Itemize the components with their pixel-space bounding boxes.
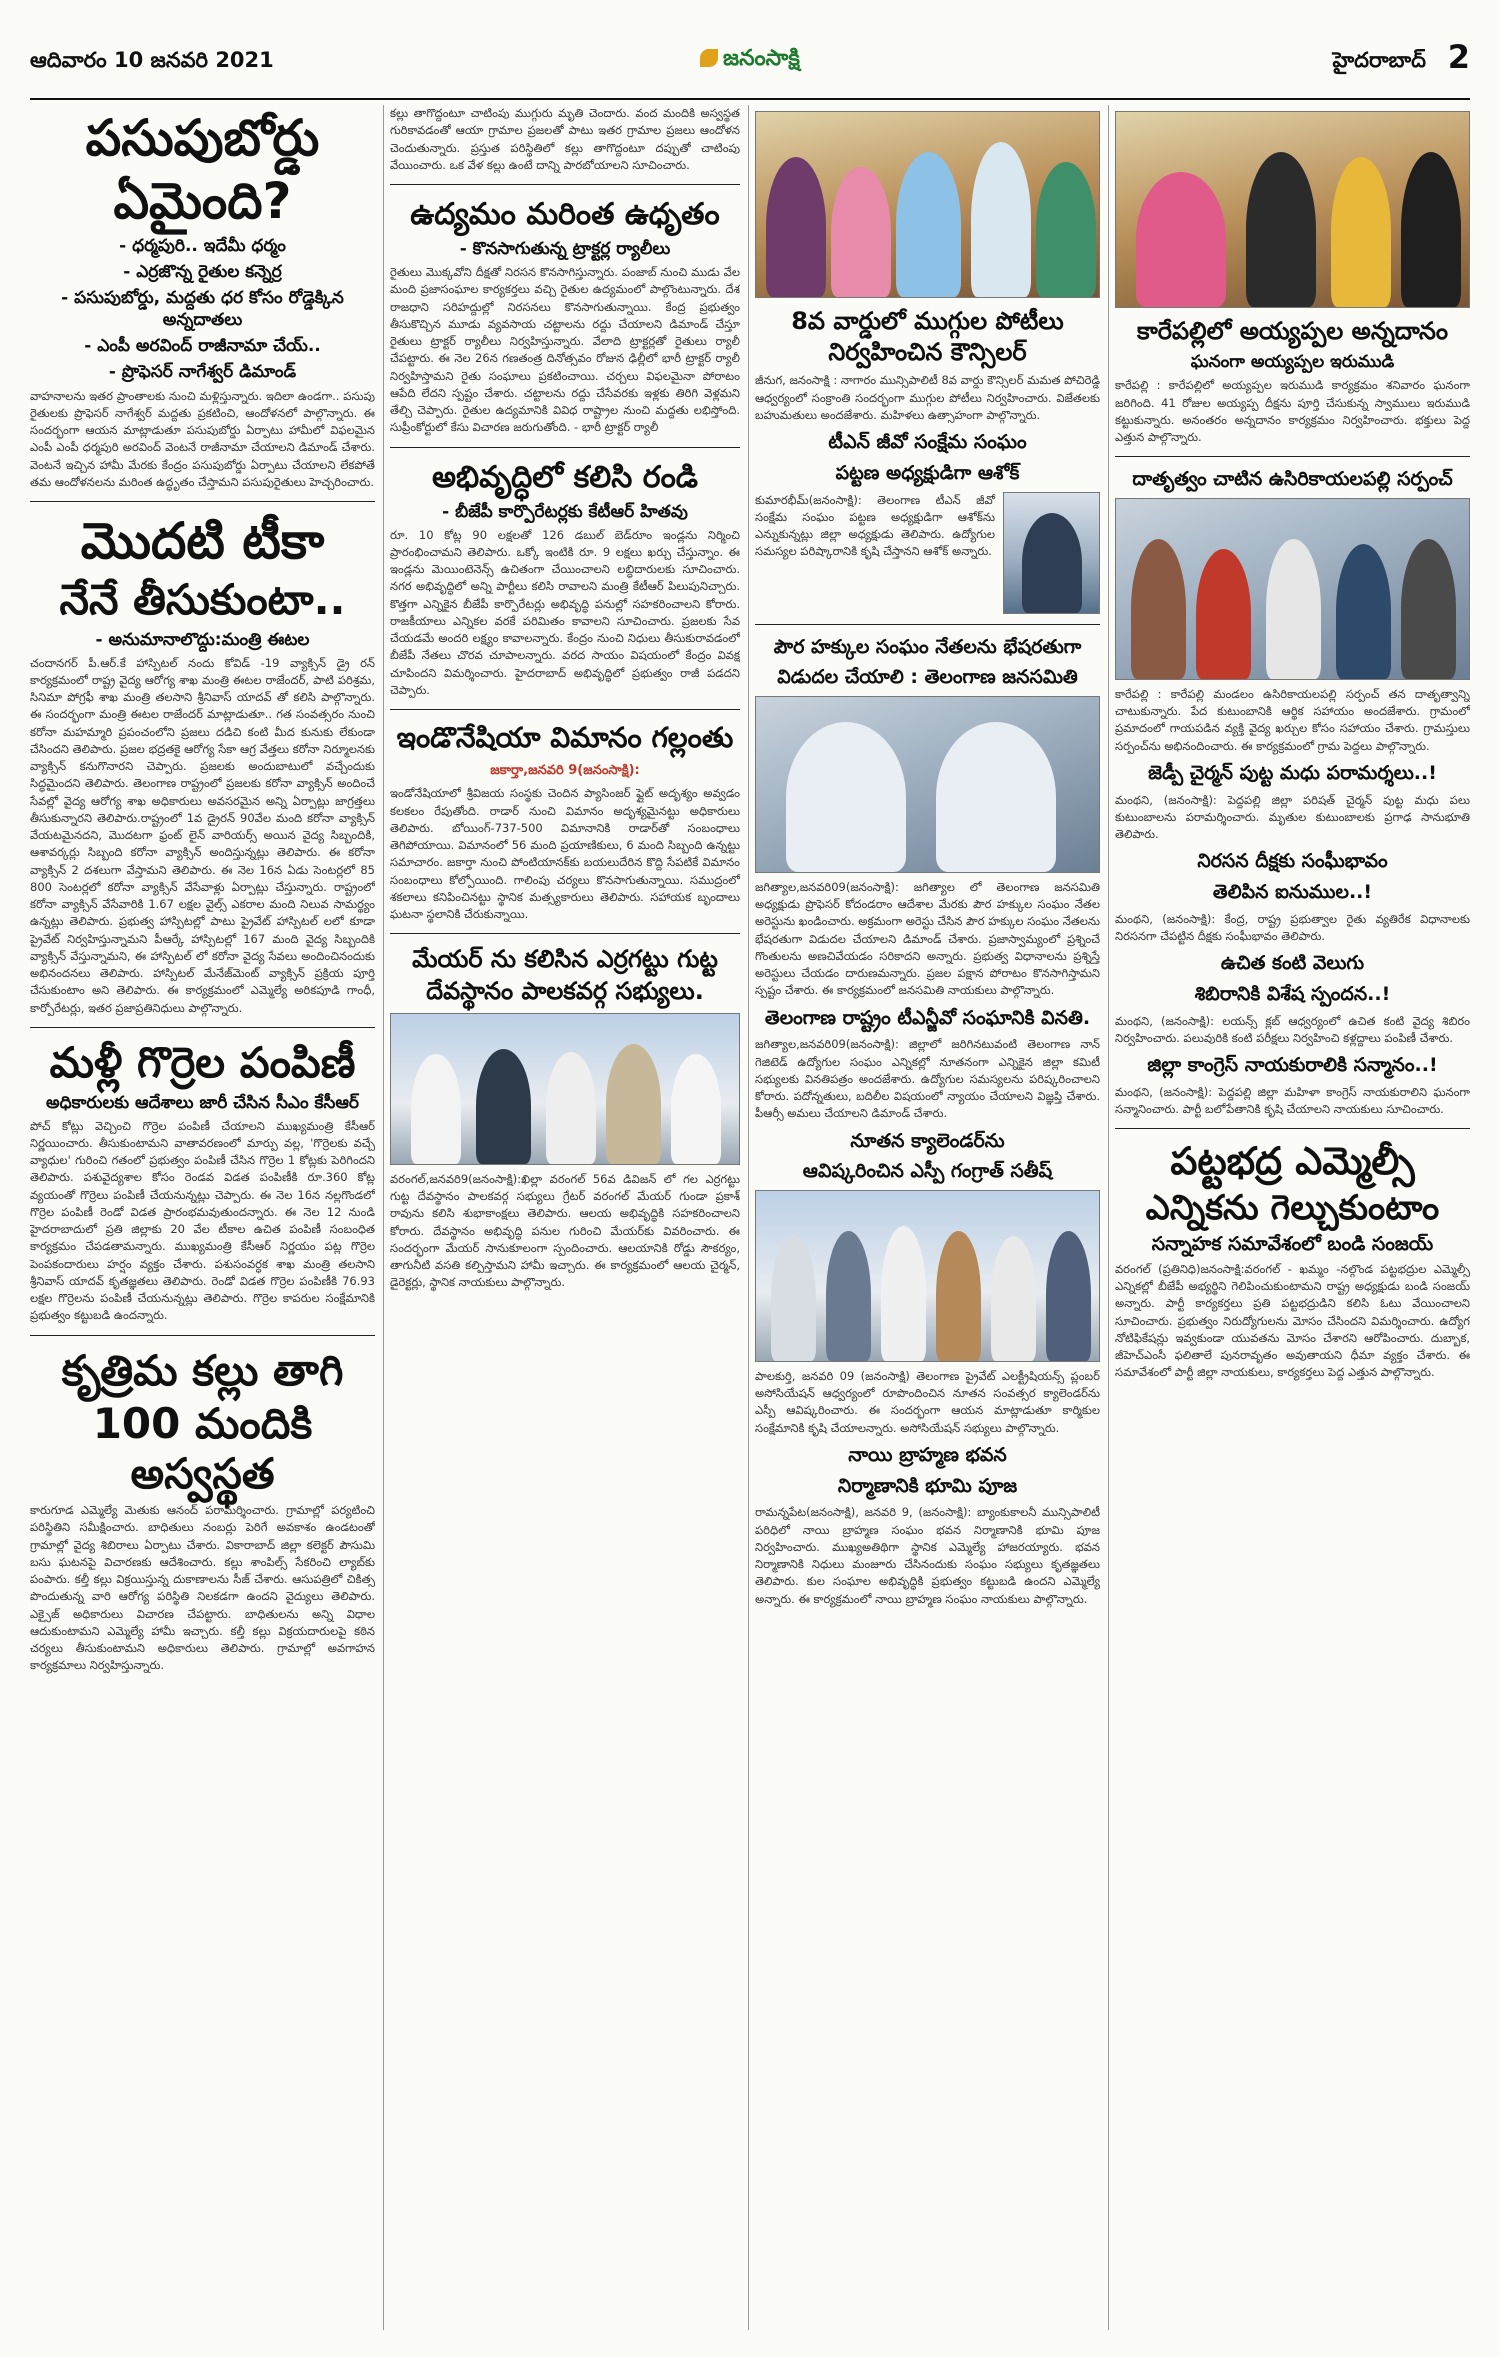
person-figure xyxy=(1266,539,1321,679)
headline-first-vaccine-2: నేనే తీసుకుంటా.. xyxy=(59,575,346,625)
news-photo xyxy=(1115,111,1470,308)
article-with-photo xyxy=(755,492,1100,614)
subhead: అధికారులకు ఆదేశాలు జారీ చేసిన సీఎం కేసీఆర్ xyxy=(46,1092,359,1113)
headline-indonesia-flight: ఇండొనేషియా విమానం గల్లంతు xyxy=(396,721,734,755)
headline-ayyappa: కారేపల్లిలో అయ్యప్పల అన్నదానం xyxy=(1136,317,1449,345)
person-figure xyxy=(936,722,1056,872)
subhead: ఘనంగా అయ్యప్పల ఇరుముడి xyxy=(1190,352,1395,373)
issue-date: ఆదివారం 10 జనవరి 2021 xyxy=(30,48,274,72)
subhead: - కొనసాగుతున్న ట్రాక్టర్ల ర్యాలీలు xyxy=(459,239,671,259)
portrait-photo xyxy=(1003,492,1100,614)
person-figure xyxy=(1022,513,1082,613)
headline-farmers-protest: ఉద్యమం మరింత ఉధృతం xyxy=(410,197,720,232)
person-figure xyxy=(1246,152,1316,307)
subhead: సన్నాహక సమావేశంలో బండి సంజయ్ xyxy=(1151,1233,1434,1256)
divider xyxy=(30,1027,375,1028)
person-figure xyxy=(936,1231,981,1361)
article-body: జీనుగ, జనంసాక్షి : నాగారం మున్సిపాలిటీ 8వ వార్డు కౌన్సిలర్ మమత పోచిరెడ్డి ఆధ్వర్యంలో సంక్రాంతి సందర్భంగా ముగ్గుల పోటీలు నిర్వహించారు. విజేతలకు బహుమతులు అందజేశారు. మహిళలు ఉత్సాహంగా పాల్గొన్నారు. xyxy=(755,373,1100,422)
person-figure xyxy=(476,1049,531,1164)
divider xyxy=(30,1335,375,1336)
person-figure xyxy=(896,152,961,297)
headline-congress-felicitation: జిల్లా కాంగ్రెస్ నాయకురాలికి సన్మానం..! xyxy=(1147,1054,1438,1077)
article-body: మంథని, (జనంసాక్షి): పెద్దపల్లి జిల్లా మహిళా కాంగ్రెస్ నాయకురాలిని ఘనంగా సన్మానించారు. పార్టీ బలోపేతానికి కృషి చేయాలని నాయకులు సూచించారు. xyxy=(1115,1084,1470,1117)
headline-sarpanch: దాతృత్వం చాటిన ఉసిరికాయలపల్లి సర్పంచ్ xyxy=(1132,468,1453,491)
person-figure xyxy=(881,1226,926,1361)
divider xyxy=(390,709,740,710)
article-body: చందానగర్ పీ.ఆర్.కే హాస్పిటల్ నందు కోవిడ్ -19 వ్యాక్సిన్ డ్రై రన్ కార్యక్రమంలో రాష్ట్ర వైద్య ఆరోగ్య శాఖ మంత్రి ఈటల రాజేందర్, పాటి పరిశ్రమ, సినిమా పోగ్రఫీ శాఖ మంత్రి తలసాని శ్రీనివాస్ యాదవ్ తో కలిసి పాల్గొన్నారు. ఈ సందర్భంగా మంత్రి ఈటల రాజేందర్ మాట్లాడుతూ.. గత సంవత్సరం నుంచి కరోనా మహమ్మారి ప్రపంచంలోని ప్రజలు దడిచి కంటి మీద కునుకు లేకుండా చేసిందని తెలిపారు. ప్రజల భద్రతకై ఆరోగ్య సేకా ఆగ్ర వేత్తలు కరోనా నిర్మూలనకు వ్యాక్సిన్ కనుగొనారని చెప్పారు. ప్రజలకు అందుబాటులో వచ్చేందుకు సిద్ధమైందని తెలిపారు. తెలంగాణ రాష్ట్రంలో ప్రజలకు కరోనా వ్యాక్సిన్ అందించే సేవల్లో వైద్య ఆరోగ్య శాఖ అధికారులు అవసరమైన అన్ని ఏర్పాట్లు జాగ్రత్తలు తీసుకున్నారని తెలిపారు.రాష్ట్రంలో 1వ డ్రైరన్ 90వేల మంది కరోనా వ్యాక్సిన్ వేయటమైనదని, మొదటగా ఫ్రంట్ లైన్ వారియర్స్ అయిన వైద్య సిబ్బందికి, ఆశావర్కర్లు సిబ్బంది కరోనా వ్యాక్సిన్ అందిస్తున్నట్లు తెలిపారు. ఈ కరోనా వ్యాక్సిన్ 2 దశలుగా వేస్తామని తెలిపారు. ఈ నెల 16న ఏడు సెంటర్లలో 85 800 సెంటర్లలో కరోనా వ్యాక్సిన్ వేసేవాళ్లు ఏర్పాట్లు చేస్తున్నారు. రాష్ట్రంలో కరోనా వ్యాక్సిన్ వేసేవారికి 1.67 లక్షల వైల్స్ ఎకరాల మంది నిలువ సామర్థ్యం ఉన్నట్లు తెలిపారు. ప్రభుత్వ హాస్పిటల్లో పాటు ప్రైవేట్ హాస్పిటల్ లలో కూడా ప్రైవేట్ నిర్వహిస్తున్నామని పీఆర్కే హాస్పిటల్లో 167 మంది వైద్య సిబ్బందికి వ్యాక్సిన్ వేస్తున్నామని, ఈ హాస్పిటల్ లో కరోనా వైద్య సేవలు అందించినందుకు అభినందనలు తెలిపారు. హాస్పిటల్ మేనేజ్‌మెంట్ వ్యాక్సిన్ ప్రక్రియ పూర్తి చేసుకుంటాం అని తెలిపారు. ఈ కార్యక్రమంలో ఎమ్మెల్యే అరికపూడి గాంధీ, కార్పోరేటర్లు, ఇతర ప్రజాప్రతినిధులు పాల్గొన్నారు. xyxy=(30,655,375,1015)
article-body: జగిత్యాల,జనవరి09(జనంసాక్షి): జిల్లాలో జరిగినటువంటి తెలంగాణ నాన్ గెజిటెడ్ ఉద్యోగుల సంఘం ఎన్నికల్లో నూతనంగా ఎన్నికైన జిల్లా కమిటీ సభ్యులకు వినతిపత్రం అందజేశారు. ఉద్యోగుల సమస్యలను పరిష్కరించాలని కోరారు. పదోన్నతులు, బదిలీల విషయంలో న్యాయం చేయాలని విజ్ఞప్తి చేశారు. పీఆర్సీ అమలు చేయాలని డిమాండ్ చేశారు. xyxy=(755,1037,1100,1121)
person-figure xyxy=(1336,544,1391,679)
subhead: - ప్రొఫెసర్ నాగేశ్వర్ డిమాండ్ xyxy=(108,362,297,383)
headline-nayi-brahmin: నాయి బ్రాహ్మణ భవన xyxy=(848,1443,1007,1466)
divider xyxy=(390,933,740,934)
headline-eye-camp-2: శిబిరానికి విశేష స్పందన..! xyxy=(1194,982,1391,1005)
article-body: మంథని, (జనంసాక్షి): కేంద్ర, రాష్ట్ర ప్రభుత్వాల రైతు వ్యతిరేక విధానాలకు నిరసనగా చేపట్టిన దీక్షకు సంఘీభావం తెలిపారు. xyxy=(1115,911,1470,944)
article-body: వరంగల్ (ప్రతినిధి)జనంసాక్షి:వరంగల్ - ఖమ్మం -నల్గొండ పట్టభద్రుల ఎమ్మెల్సీ ఎన్నికల్లో బీజేపీ అభ్యర్థిని గెలిపించుకుంటామని రాష్ట్ర అధ్యక్షుడు బండి సంజయ్ అన్నారు. పార్టీ కార్యకర్తలు ప్రతి పట్టభద్రుడిని కలిసి ఓటు వేయించాలని సూచించారు. ప్రభుత్వం నిరుద్యోగులను మోసం చేసిందని విమర్శించారు. ఉద్యోగ నోటిఫికేషన్లు ఇవ్వకుండా యువతను మోసం చేశారని ఆరోపించారు. దుబ్బాక, జీహెచ్ఎంసీ ఫలితాలే పునరావృతం అవుతాయని ధీమా వ్యక్తం చేశారు. ఈ సమావేశంలో పార్టీ జిల్లా నాయకులు, కార్యకర్తలు పెద్ద ఎత్తున పాల్గొన్నారు. xyxy=(1115,1261,1470,1380)
divider xyxy=(390,447,740,448)
headline-tngo-2: పట్టణ అధ్యక్షుడిగా ఆశోక్ xyxy=(835,461,1020,484)
article-body: జగిత్యాల,జనవరి09(జనంసాక్షి): జగిత్యాల లో తెలంగాణ జనసమితి అధ్యక్షుడు ప్రొఫెసర్ కోదండరాం ఆదేశాల మేరకు పౌర హక్కుల సంఘం నేతల అరెస్టును ఖండించారు. అక్రమంగా అరెస్టు చేసిన పౌర హక్కుల సంఘం నేతలను భేషరతుగా విడుదల చేయాలని డిమాండ్ చేశారు. ప్రజాస్వామ్యంలో ప్రశ్నించే గొంతులను అణచివేయడం సరికాదని అన్నారు. ప్రభుత్వ విధానాలను ప్రశ్నిస్తే అరెస్టులు చేయడం దారుణమన్నారు. ప్రజల పక్షాన పోరాటం కొనసాగిస్తామని స్పష్టం చేశారు. ఈ కార్యక్రమంలో జనసమితి నాయకులు పాల్గొన్నారు. xyxy=(755,879,1100,998)
headline-first-vaccine: మొదటి టీకా xyxy=(80,512,325,571)
headline-mayor-meeting: మేయర్ ను కలిసిన ఎర్రగట్టు గుట్ట దేవస్థానం పాలకవర్గ సభ్యులు. xyxy=(412,945,718,1005)
headline-development: అభివృద్ధిలో కలిసి రండి xyxy=(432,459,698,495)
person-figure xyxy=(1196,549,1251,679)
person-figure xyxy=(1036,162,1096,297)
person-figure xyxy=(831,167,891,297)
headline-calendar: నూతన క్యాలెండర్‌ను xyxy=(850,1129,1005,1152)
headline-civil-rights: పౌర హక్కుల సంఘం నేతలను భేషరతుగా xyxy=(773,635,1082,658)
column-3 xyxy=(755,105,1100,2330)
person-figure xyxy=(411,1054,461,1164)
person-figure xyxy=(1401,539,1456,679)
leaf-icon xyxy=(700,49,718,67)
person-figure xyxy=(786,722,906,872)
headline-toddy-2: 100 మందికి అస్వస్థత xyxy=(92,1399,313,1498)
headline-calendar-2: ఆవిష్కరించిన ఎస్పీ గంగ్రాత్ సతీష్ xyxy=(802,1160,1053,1183)
article-body: కుమారభీమ్(జనంసాక్షి): తెలంగాణ టీఎన్ జీవో సంక్షేమ సంఘం పట్టణ అధ్యక్షుడిగా ఆశోక్‌ను ఎన్నుకున్నట్లు జిల్లా అధ్యక్షుడు తెలిపారు. ఉద్యోగుల సమస్యల పరిష్కారానికి కృషి చేస్తానని ఆశోక్ అన్నారు. xyxy=(755,492,995,559)
article-body: కారేపల్లి : కారేపల్లి మండలం ఉసిరికాయలపల్లి సర్పంచ్ తన దాతృత్వాన్ని చాటుకున్నారు. పేద కుటుంబానికి ఆర్థిక సహాయం అందజేశారు. గ్రామంలో ప్రమాదంలో గాయపడిన వ్యక్తి వైద్య ఖర్చుల కోసం సహాయం చేశారు. గ్రామస్తులు సర్పంచ్‌ను అభినందించారు. ఈ కార్యక్రమంలో గ్రామ పెద్దలు పాల్గొన్నారు. xyxy=(1115,686,1470,753)
column-2 xyxy=(390,105,740,2330)
person-figure xyxy=(971,142,1031,297)
headline-eye-camp: ఉచిత కంటి వెలుగు xyxy=(1220,952,1365,975)
article-body: రూ. 10 కోట్ల 90 లక్షలతో 126 డబుల్ బెడ్‌రూం ఇండ్లను నిర్మించి ప్రారంభించామని తెలిపారు. ఒక్కో ఇంటికి రూ. 9 లక్షలు ఖర్చు చేస్తున్నాం. ఈ ఇండ్లను మెయింటెనెన్స్ ఉచితంగా చేయించాలని లబ్ధిదారులకు సూచించారు. నగర అభివృద్ధిలో అన్ని పార్టీలు కలిసి రావాలని మంత్రి కేటీఆర్ పిలుపునిచ్చారు. కొత్తగా ఎన్నికైన బీజేపీ కార్పొరేటర్లు అభివృద్ధి పనుల్లో సహకరించాలని కోరారు. రాజకీయాలు ఎన్నికల వరకే పరిమితం కావాలని సూచించారు. ప్రజలకు సేవ చేయడమే అందరి లక్ష్యం కావాలన్నారు. కేంద్రం నుంచి నిధులు తీసుకురావడంలో బీజేపీ నేతలు చొరవ చూపాలన్నారు. వరద సాయం విషయంలో కేంద్రం వివక్ష చూపిందని విమర్శించారు. హైదరాబాద్ అభివృద్ధిలో ప్రభుత్వం రాజీ పడదని చెప్పారు. xyxy=(390,527,740,697)
article-body: మంథని, (జనంసాక్షి): లయన్స్ క్లబ్ ఆధ్వర్యంలో ఉచిత కంటి వైద్య శిబిరం నిర్వహించారు. పలువురికి కంటి పరీక్షలు నిర్వహించి కళ్లద్దాలు పంపిణీ చేశారు. xyxy=(1115,1013,1470,1045)
person-figure xyxy=(1401,152,1461,307)
news-photo xyxy=(755,1190,1100,1362)
article-body: ఇండోనేషియాలో శ్రీవిజయ సంస్థకు చెందిన ప్యాసింజర్ ఫ్లైట్ అదృశ్యం అవ్వడం కలకలం రేపుతోంది. రాడార్ నుంచి విమానం అదృశ్యమైనట్టు అధికారులు తెలిపారు. బోయింగ్-737-500 విమానానికి రాడార్‌తో సంబంధాలు తెగిపోయాయి. విమానంలో 56 మంది ప్రయాణికులు, 6 మంది సిబ్బంది ఉన్నట్టు సమాచారం. జకార్తా నుంచి పోంటియానక్‌కు బయలుదేరిన కొద్ది సేపటికే విమానం సంబంధాలు కోల్పోయింది. గాలింపు చర్యలు కొనసాగుతున్నాయి. సముద్రంలో శకలాలు కనిపించినట్టు స్థానిక మత్స్యకారులు తెలిపారు. సహాయక బృందాలు ఘటనా స్థలానికి చేరుకున్నాయి. xyxy=(390,786,740,922)
column-divider xyxy=(383,105,384,2330)
subhead: - ధర్మపురి.. ఇదేమీ ధర్మం xyxy=(119,236,286,256)
headline-mlc-election: పట్టభద్ర ఎమ్మెల్సీ xyxy=(1170,1139,1415,1184)
divider xyxy=(390,184,740,185)
article-body: పోచ్ కోట్లు వెచ్చించి గొర్రెల పంపిణీ చేయాలని ముఖ్యమంత్రి కేసీఆర్ నిర్ణయించారు. తీసుకుంటామని వాతావరణంలో మార్పు వల్ల, 'గొర్రెలకు వచ్చే వ్యాధుల' గురించి గతంలో ప్రభుత్వం పంపిణీ చేసిన గొర్రెల 1 కోట్లకు పెరిగిందని తెలిపారు. పశువైద్యశాల కోసం రెండవ విడత పంపిణీకి రూ.360 కోట్ల వ్యయంతో గొర్రెలు పంపిణీ చేయనున్నట్లు చెప్పారు. ఈ నెల 16న నల్లగొండలో గొర్రెల పంపిణీ రెండో విడత ప్రారంభమవుతుందన్నారు. ఈ నెల 12 నుండి హైదరాబాదులో ప్రతి జిల్లాకు 20 వేల టీకాల ఉచిత పంపిణీ సంబంధిత కార్యక్రమం చేపడతామన్నారు. ముఖ్యమంత్రి కేసీఆర్ నిర్ణయం పట్ల గొర్రెల పెంపకందారులు హర్షం వ్యక్తం చేశారు. పశుసంవర్ధక శాఖ మంత్రి తలసాని శ్రీనివాస్ యాదవ్ కృతజ్ఞతలు తెలిపారు. రెండో విడత గొర్రెల పంపిణీకి 76.93 లక్షల గొర్రెలను పంపిణీ చేయనున్నట్లు తెలిపారు. గొర్రెల కాపరుల సంక్షేమానికి ప్రభుత్వం కట్టుబడి ఉందన్నారు. xyxy=(30,1118,375,1323)
person-figure xyxy=(546,1052,596,1164)
person-figure xyxy=(826,1231,871,1361)
subhead: - అనుమానాలొద్దు:మంత్రి ఈటల xyxy=(95,629,310,650)
headline-toddy: కృత్రిమ కల్లు తాగి xyxy=(61,1345,344,1395)
newspaper-logo xyxy=(700,46,800,76)
column-1 xyxy=(30,105,375,2330)
column-divider xyxy=(1108,105,1109,2330)
subhead: - బీజేపీ కార్పొరేటర్లకు కేటీఆర్ హితవు xyxy=(442,501,688,522)
person-figure xyxy=(771,1236,816,1361)
subhead: - పసుపుబోర్డు, మద్దతు ధర కోసం రోడ్డెక్కిన అన్నదాతలు xyxy=(61,288,344,331)
article-body: వాహనాలను ఇతర ప్రాంతాలకు నుంచి మళ్లిస్తున్నారు. ఇదిలా ఉండగా.. పసుపు రైతులకు ప్రొఫెసర్ నాగేశ్వర్ మద్దతు ప్రకటించి, ఆందోళనలో పాల్గొన్నారు. ఈ సందర్భంగా ఆయన మాట్లాడుతూ పసుపుబోర్డు ఏర్పాటు హామీలో విఫలమైన ఎంపీ ఎంపీ ధర్మపురి అరవింద్ వెంటనే రాజీనామా చేయాలని డిమాండ్ చేశారు. వెంటనే ఇచ్చిన హామీ మేరకు కేంద్రం పసుపుబోర్డు ఏర్పాటు చేయాలని లేకపోతే తమ ఆందోళనలను మరింత ఉద్ధృతం చేస్తామని పసుపురైతులు హెచ్చరించారు. xyxy=(30,388,375,489)
article-body: పాలకుర్తి, జనవరి 09 (జనంసాక్షి) తెలంగాణ ప్రైవేట్ ఎలక్ట్రీషియన్స్ ప్లంబర్ అసోసియేషన్ ఆధ్వర్యంలో రూపొందించిన నూతన సంవత్సర క్యాలెండర్‌ను ఎస్పీ ఆవిష్కరించారు. ఈ సందర్భంగా ఆయన మాట్లాడుతూ కార్మికుల సంక్షేమానికి కృషి చేయాలన్నారు. అసోసియేషన్ సభ్యులు పాల్గొన్నారు. xyxy=(755,1368,1100,1435)
article-body: రైతులు మొక్కవోని దీక్షతో నిరసన కొనసాగిస్తున్నారు. పంజాబ్ నుంచి ముడు వేల మంది ప్రజాసంఘాల కార్యకర్తలు వచ్చి రైతుల ఉద్యమంలో పాల్గొంటున్నారు. దేశ రాజధాని సరిహద్దుల్లో నిరసనలు కొనసాగుతున్నాయి. కేంద్ర ప్రభుత్వం తీసుకొచ్చిన మూడు వ్యవసాయ చట్టాలను రద్దు చేయాలని డిమాండ్ చేస్తూ రైతులు ట్రాక్టర్ ర్యాలీలు నిర్వహిస్తున్నారు. వేలాది ట్రాక్టర్లతో రైతులు ర్యాలీ చేపట్టారు. ఈ నెల 26న గణతంత్ర దినోత్సవం రోజున ఢిల్లీలో భారీ ట్రాక్టర్ ర్యాలీ నిర్వహిస్తామని రైతు సంఘాలు ప్రకటించాయి. చర్చలు విఫలమైనా పోరాటం ఆపేది లేదని స్పష్టం చేశారు. చట్టాలను రద్దు చేసేవరకు ఇళ్లకు తిరిగి వెళ్లమని తేల్చి చెప్పారు. రైతుల ఉద్యమానికి వివిధ రాష్ట్రాల నుంచి మద్దతు లభిస్తోంది. సుప్రీంకోర్టులో కేసు విచారణ జరుగుతోంది. - భారీ ట్రాక్టర్ ర్యాలీ xyxy=(390,265,740,435)
article-body: వరంగల్,జనవరి9(జనంసాక్షి):ఖిల్లా వరంగల్ 56వ డివిజన్ లో గల ఎర్రగట్టు గుట్ట దేవస్థానం పాలకవర్గ సభ్యులు గ్రేటర్ వరంగల్ మేయర్ గుండా ప్రకాశ్ రావును కలిసి శుభాకాంక్షలు తెలిపారు. ఆలయ అభివృద్ధికి సహకరించాలని కోరారు. దేవస్థానం అభివృద్ధి పనుల గురించి మేయర్‌కు వివరించారు. ఈ సందర్భంగా మేయర్ సానుకూలంగా స్పందించారు. ఆలయానికి రోడ్డు సౌకర్యం, తాగునీటి వసతి కల్పిస్తామని హామీ ఇచ్చారు. ఈ కార్యక్రమంలో ఆలయ చైర్మన్, డైరెక్టర్లు, స్థానిక నాయకులు పాల్గొన్నారు. xyxy=(390,1171,740,1290)
person-figure xyxy=(1131,539,1186,679)
article-body: కారేపల్లి : కారేపల్లిలో అయ్యప్పల ఇరుముడి కార్యక్రమం శనివారం ఘనంగా జరిగింది. 41 రోజుల అయ్యప్ప దీక్షను పూర్తి చేసుకున్న స్వాములు ఇరుముడి కట్టుకున్నారు. అనంతరం అన్నదానం కార్యక్రమం నిర్వహించారు. భక్తులు పెద్ద ఎత్తున పాల్గొన్నారు. xyxy=(1115,378,1470,445)
person-figure xyxy=(1331,157,1391,307)
edition-city: హైదరాబాద్ xyxy=(1332,48,1426,72)
divider xyxy=(1115,456,1470,457)
divider xyxy=(1115,1128,1470,1129)
headline-mlc-election-2: ఎన్నికను గెల్చుకుంటాం xyxy=(1145,1188,1440,1229)
subhead: - ఎంపీ అరవింద్ రాజీనామా చేయ్.. xyxy=(84,336,321,357)
headline-turmeric-board-2: ఏమైంది? xyxy=(113,172,292,230)
headline-tngo-petition: తెలంగాణ రాష్ట్రం టీఎన్జీవో సంఘానికి వినతి. xyxy=(764,1006,1091,1029)
divider xyxy=(30,501,375,502)
news-photo xyxy=(755,696,1100,873)
news-photo xyxy=(755,111,1100,298)
person-figure xyxy=(1046,1231,1091,1361)
headline-rangoli-contest: 8వ వార్డులో ముగ్గుల పోటీలు నిర్వహించిన కౌన్సిలర్ xyxy=(791,307,1064,367)
column-4 xyxy=(1115,105,1470,2330)
person-figure xyxy=(671,1054,721,1164)
person-figure xyxy=(991,1236,1036,1361)
headline-solidarity: నిరసన దీక్షకు సంఘీభావం xyxy=(1197,850,1388,873)
news-photo xyxy=(1115,498,1470,680)
page-number: 2 xyxy=(1447,38,1470,76)
subhead: - ఎర్రజొన్న రైతుల కన్నెర్ర xyxy=(123,262,282,283)
headline-tngo: టీఎన్ జీవో సంక్షేమ సంఘం xyxy=(828,431,1027,454)
headline-sheep-distribution: మళ్లీ గొర్రెల పంపిణీ xyxy=(49,1037,356,1087)
article-body: కారుగూడ ఎమ్మెల్యే మెతుకు ఆనంద్ పరామర్శించారు. గ్రామాల్లో పర్యటించి పరిస్థితిని సమీక్షించారు. బాధితులు నంబర్లు పెరిగే అవకాశం ఉండటంతో గ్రామాల్లో వైద్య శిబిరాలు ఏర్పాటు చేశారు. వికారాబాద్ జిల్లా కలెక్టర్ పౌసుమి బసు ఘటనపై విచారణకు ఆదేశించారు. కల్లు శాంపిల్స్ సేకరించి ల్యాబ్‌కు పంపారు. కల్తీ కల్లు విక్రయిస్తున్న దుకాణాలను సీజ్ చేశారు. ఆసుపత్రిలో చికిత్స పొందుతున్న వారి ఆరోగ్య పరిస్థితి నిలకడగా ఉందని వైద్యులు తెలిపారు. ఎక్సైజ్ అధికారులు విచారణ చేపట్టారు. బాధితులను అన్ని విధాల ఆదుకుంటామని ఎమ్మెల్యే హామీ ఇచ్చారు. కల్తీ కల్లు విక్రయదారులపై కఠిన చర్యలు తీసుకుంటామని అధికారులు తెలిపారు. గ్రామాల్లో అవగాహన కార్యక్రమాలు నిర్వహిస్తున్నారు. xyxy=(30,1503,375,1673)
news-photo xyxy=(390,1013,740,1165)
headline-solidarity-2: తెలిపిన ఐనుముల..! xyxy=(1212,881,1373,904)
headline-zp-chairman: జెడ్పీ చైర్మన్ పుట్ట మధు పరామర్శలు..! xyxy=(1148,761,1437,784)
headline-turmeric-board: పసుపుబోర్డు xyxy=(85,109,320,167)
divider xyxy=(755,624,1100,625)
dateline: జకార్తా,జనవరి 9(జనంసాక్షి): xyxy=(490,762,640,778)
person-figure xyxy=(766,157,826,297)
column-divider xyxy=(748,105,749,2330)
article-body: కల్లు తాగొద్దంటూ చాటింపు ముగ్గురు మృతి చెందారు. వంద మందికి అస్వస్థత గురికావడంతో ఆయా గ్రామాల ప్రజలతో పాటు ఇతర గ్రామాల ప్రజలు ఆందోళన చెందుతున్నారు. ప్రస్తుత పరిస్థితిలో కల్లు తాగొద్దంటూ దప్పుతో చాటింపు వేయించారు. ఒక వేళ కల్లు ఉంటే దాన్ని పారబోయాలని సూచించారు. xyxy=(390,106,740,172)
person-figure xyxy=(1136,172,1226,307)
person-figure xyxy=(606,1044,661,1164)
page-header xyxy=(30,30,1470,100)
article-body: రామన్నపేట(జనంసాక్షి), జనవరి 9, (జనంసాక్షి): బ్యాంకుకాలనీ మున్సిపాలిటీ పరిధిలో నాయి బ్రాహ్మణ సంఘం భవన నిర్మాణానికి భూమి పూజ నిర్వహించారు. ముఖ్యఅతిథిగా స్థానిక ఎమ్మెల్యే హాజరయ్యారు. భవన నిర్మాణానికి నిధులు మంజూరు చేసినందుకు సంఘం సభ్యులు కృతజ్ఞతలు తెలిపారు. కుల సంఘాల అభివృద్ధికి ప్రభుత్వం కట్టుబడి ఉందని ఎమ్మెల్యే అన్నారు. ఈ కార్యక్రమంలో నాయి బ్రాహ్మణ సంఘం నాయకులు పాల్గొన్నారు. xyxy=(755,1505,1100,1606)
newspaper-logo-text: జనంసాక్షి xyxy=(723,46,800,71)
headline-civil-rights-2: విడుదల చేయాలి : తెలంగాణ జనసమితి xyxy=(777,666,1078,689)
headline-nayi-brahmin-2: నిర్మాణానికి భూమి పూజ xyxy=(837,1474,1018,1497)
article-body: మంథని, (జనంసాక్షి): పెద్దపల్లి జిల్లా పరిషత్ చైర్మన్ పుట్ట మధు పలు కుటుంబాలను పరామర్శించారు. మృతుల కుటుంబాలకు ప్రగాఢ సానుభూతి తెలిపారు. xyxy=(1115,792,1470,842)
